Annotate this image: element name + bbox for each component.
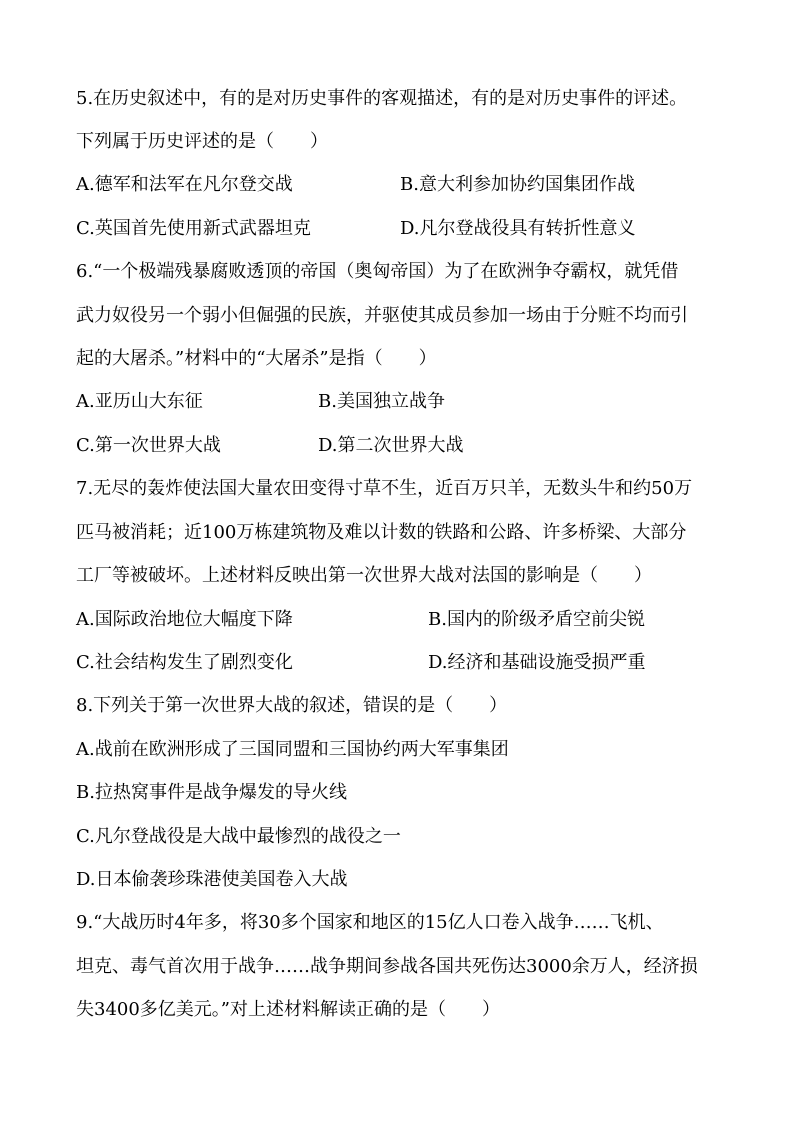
q6-option-b: B.美国独立战争 (318, 391, 445, 412)
q7-stem-line-2: 匹马被消耗；近100万栋建筑物及难以计数的铁路和公路、许多桥梁、大部分 (76, 522, 687, 543)
q6-option-c: C.第一次世界大战 (76, 435, 221, 456)
q5-option-c: C.英国首先使用新式武器坦克 (76, 218, 311, 239)
q7-option-a: A.国际政治地位大幅度下降 (76, 609, 293, 630)
q6-option-a: A.亚历山大东征 (76, 391, 203, 412)
q6-stem-line-1: 6.“一个极端残暴腐败透顶的帝国（奥匈帝国）为了在欧洲争夺霸权，就凭借 (76, 261, 679, 282)
q9-stem-line-3: 失3400多亿美元。”对上述材料解读正确的是（ ） (76, 999, 501, 1020)
q5-stem-line-2: 下列属于历史评述的是（ ） (76, 131, 328, 152)
q9-stem-line-1: 9.“大战历时4年多，将30多个国家和地区的15亿人口卷入战争……飞机、 (76, 912, 664, 933)
q8-option-b: B.拉热窝事件是战争爆发的导火线 (76, 782, 347, 803)
q8-stem-line-1: 8.下列关于第一次世界大战的叙述，错误的是（ ） (76, 695, 508, 716)
q5-option-b: B.意大利参加协约国集团作战 (400, 174, 635, 195)
q5-option-d: D.凡尔登战役具有转折性意义 (400, 218, 636, 239)
q7-stem-line-3: 工厂等被破坏。上述材料反映出第一次世界大战对法国的影响是（ ） (76, 565, 652, 586)
q7-option-d: D.经济和基础设施受损严重 (428, 652, 646, 673)
q6-stem-line-2: 武力奴役另一个弱小但倔强的民族，并驱使其成员参加一场由于分赃不均而引 (76, 305, 688, 326)
q8-option-c: C.凡尔登战役是大战中最惨烈的战役之一 (76, 826, 401, 847)
q7-option-c: C.社会结构发生了剧烈变化 (76, 652, 293, 673)
q8-option-a: A.战前在欧洲形成了三国同盟和三国协约两大军事集团 (76, 739, 509, 760)
q7-stem-line-1: 7.无尽的轰炸使法国大量农田变得寸草不生，近百万只羊，无数头牛和约50万 (76, 478, 693, 499)
q7-option-b: B.国内的阶级矛盾空前尖锐 (428, 609, 645, 630)
q5-stem-line-1: 5.在历史叙述中，有的是对历史事件的客观描述，有的是对历史事件的评述。 (76, 88, 688, 109)
q5-option-a: A.德军和法军在凡尔登交战 (76, 174, 293, 195)
q6-stem-line-3: 起的大屠杀。”材料中的“大屠杀”是指（ ） (76, 348, 437, 369)
q6-option-d: D.第二次世界大战 (318, 435, 464, 456)
q9-stem-line-2: 坦克、毒气首次用于战争……战争期间参战各国共死伤达3000余万人，经济损 (76, 956, 698, 977)
q8-option-d: D.日本偷袭珍珠港使美国卷入大战 (76, 869, 348, 890)
